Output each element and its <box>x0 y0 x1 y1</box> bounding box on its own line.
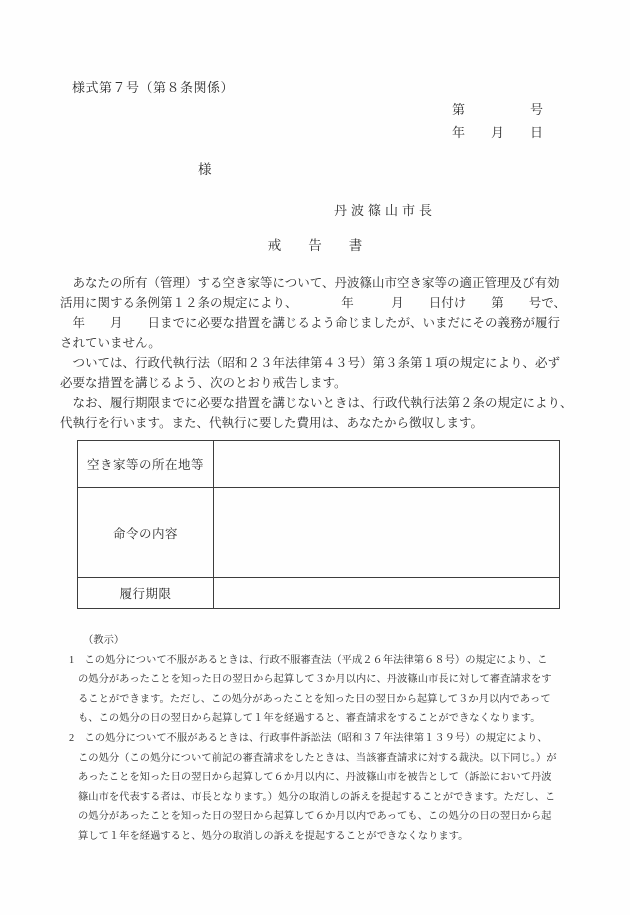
notice-item-1 <box>60 651 580 729</box>
text-line: 必要な措置を講じるよう、次のとおり戒告します。 <box>60 376 347 390</box>
text-line: の処分があったことを知った日の翌日から起算して３か月以内に、丹波篠山市長に対して審査請求をす <box>78 674 552 686</box>
text-line: 1 この処分について不服があるときは、行政不服審査法（平成２６年法律第６８号）の規定により、こ <box>69 654 548 666</box>
label-vacant-house-location: 空き家等の所在地等 <box>78 441 214 488</box>
text-line: されていません。 <box>60 336 161 350</box>
table-row-order-content <box>78 488 560 578</box>
text-line: あったことを知った日の翌日から起算して６か月以内に、丹波篠山市を被告として（訴訟において丹波 <box>78 772 552 784</box>
text-line: あなたの所有（管理）する空き家等について、丹波篠山市空き家等の適正管理及び有効 <box>60 276 560 290</box>
text-line: 年 月 日までに必要な措置を講じるよう命じましたが、いまだにその義務が履行 <box>60 316 561 330</box>
text-line: 2 この処分について不服があるときは、行政事件訴訟法（昭和３７年法律第１３９号）の規定により、 <box>69 732 548 744</box>
text-line: ることができます。ただし、この処分があったことを知った日の翌日から起算して３か月以内であって <box>78 693 551 705</box>
form-number: 様式第７号（第８条関係） <box>72 80 235 95</box>
body-paragraphs <box>60 273 580 433</box>
addressee-suffix: 様 <box>198 162 212 177</box>
value-vacant-house-location <box>214 441 560 488</box>
notice-heading: （教示） <box>83 635 125 646</box>
document-number-blank: 第 号 <box>451 102 543 117</box>
text-line: も、この処分の日の翌日から起算して１年を経過すると、審査請求をすることができなくなります。 <box>78 713 541 725</box>
value-deadline <box>214 578 560 609</box>
table-row-deadline <box>78 578 560 609</box>
order-details-table <box>77 440 560 609</box>
text-line: 活用に関する条例第１２条の規定により、 年 月 日付け 第 号で、 <box>60 296 567 310</box>
table-row-location <box>78 441 560 488</box>
label-order-content: 命令の内容 <box>78 488 214 578</box>
document-title: 戒 告 書 <box>267 238 363 253</box>
value-order-content <box>214 488 560 578</box>
text-line: 算して１年を経過すると、処分の取消しの訴えを提起することができなくなります。 <box>78 830 469 842</box>
date-blank: 年 月 日 <box>451 125 543 140</box>
notice-of-appeal-section <box>60 631 580 847</box>
notice-item-2 <box>60 729 580 847</box>
text-line: の処分があったことを知った日の翌日から起算して６か月以内であっても、この処分の日の翌日から起 <box>78 811 552 823</box>
text-line: 代執行を行います。また、代執行に要した費用は、あなたから徴収します。 <box>60 416 484 430</box>
sender-mayor: 丹波篠山市長 <box>334 203 437 218</box>
label-deadline: 履行期限 <box>78 578 214 609</box>
text-line: この処分（この処分について前記の審査請求をしたときは、当該審査請求に対する裁決。以下同じ。）が <box>78 752 557 764</box>
text-line: ついては、行政代執行法（昭和２３年法律第４３号）第３条第１項の規定により、必ず <box>60 356 561 370</box>
text-line: なお、履行期限までに必要な措置を講じないときは、行政代執行法第２条の規定により、 <box>60 396 573 410</box>
text-line: 篠山市を代表する者は、市長となります。）処分の取消しの訴えを提起することができます。ただし、こ <box>78 791 556 803</box>
